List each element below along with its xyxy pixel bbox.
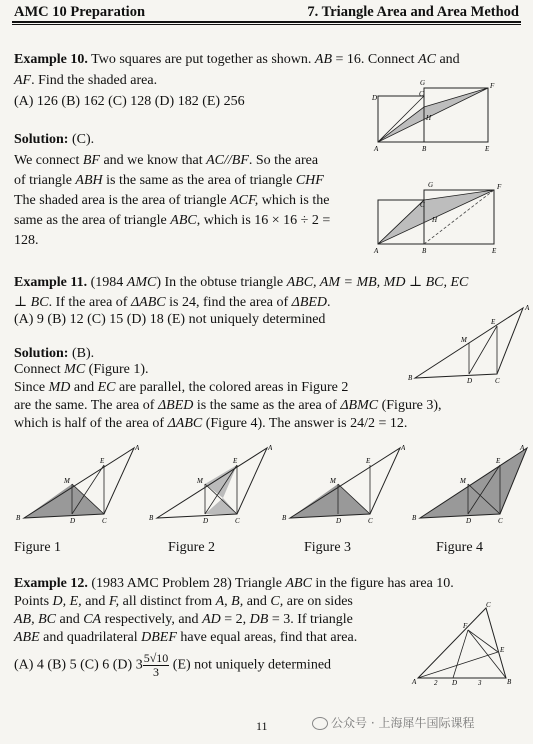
- shaded-triangle: [420, 448, 527, 518]
- ex10-figure-bottom: [368, 180, 513, 258]
- ex11-choices: (A) 9 (B) 12 (C) 15 (D) 18 (E) not uniquely determined: [14, 312, 326, 327]
- svg-text:B: B: [507, 678, 512, 686]
- svg-text:A: A: [135, 444, 139, 452]
- ex10-sol-line2: of triangle ABH is the same as the area of triangle CHF: [14, 173, 324, 188]
- label-g: G: [420, 79, 426, 87]
- svg-text:C: C: [495, 377, 500, 385]
- ex11-sol-line4: which is half of the area of ΔABC (Figure 4). The answer is 24/2 = 12.: [14, 416, 408, 431]
- ex12-line3: AB, BC and CA respectively, and AD = 2, DB = 3. If triangle: [14, 612, 353, 627]
- svg-text:D: D: [466, 517, 472, 525]
- ex11-sol-line2: Since MD and EC are parallel, the colored areas in Figure 2: [14, 380, 349, 395]
- segment-fb: [468, 630, 506, 678]
- svg-text:C: C: [368, 517, 373, 525]
- svg-text:A: A: [268, 444, 272, 452]
- svg-text:2: 2: [434, 679, 438, 687]
- svg-text:D: D: [467, 377, 473, 385]
- svg-text:G: G: [428, 181, 434, 189]
- svg-text:M: M: [197, 477, 203, 485]
- ex11-line2: ⊥ BC. If the area of ΔABC is 24, find the area of ΔBED.: [14, 295, 331, 310]
- figure-4-caption: Figure 4: [436, 540, 484, 555]
- ex10-sol-line5: 128.: [14, 233, 39, 248]
- segment-df: [453, 630, 468, 678]
- label-h: H: [426, 114, 432, 122]
- svg-text:M: M: [461, 336, 467, 344]
- ex10-sol-line4: same as the area of triangle ABC, which is 16 × 16 ÷ 2 =: [14, 213, 331, 228]
- ex11-figure: [405, 300, 530, 385]
- svg-text:D: D: [336, 517, 342, 525]
- ex11-figure-1: [14, 440, 139, 525]
- ex11-sol-line1: Connect MC (Figure 1).: [14, 362, 149, 377]
- wechat-icon: [312, 717, 328, 730]
- svg-text:M: M: [330, 477, 336, 485]
- ex12-line1: Example 12. (1983 AMC Problem 28) Triangle ABC in the figure has area 10.: [14, 576, 454, 591]
- shaded-region: [290, 484, 370, 518]
- svg-text:B: B: [16, 514, 21, 522]
- svg-text:E: E: [366, 457, 371, 465]
- svg-text:A: A: [525, 304, 530, 312]
- svg-text:3: 3: [478, 679, 482, 687]
- svg-text:C: C: [420, 201, 425, 209]
- svg-text:E: E: [496, 457, 501, 465]
- svg-text:A: A: [374, 247, 379, 255]
- ex11-line1: Example 11. (1984 AMC) In the obtuse triangle ABC, AM = MB, MD ⊥ BC, EC: [14, 275, 469, 290]
- header-rule-thin: [12, 24, 521, 25]
- ex10-choices: (A) 126 (B) 162 (C) 128 (D) 182 (E) 256: [14, 94, 245, 109]
- ex11-sol-line3: are the same. The area of ΔBED is the same as the area of ΔBMC (Figure 3),: [14, 398, 442, 413]
- ex12-choices: (A) 4 (B) 5 (C) 6 (D) 3 $\frac{5√10}{3} (E)$ not uniquely determined: [14, 651, 332, 679]
- ex10-sol-line3: The shaded area is the area of triangle ACF, which is the: [14, 193, 330, 208]
- svg-text:B: B: [282, 514, 287, 522]
- header-rule: [12, 21, 521, 23]
- svg-text:B: B: [422, 247, 427, 255]
- svg-text:E: E: [233, 457, 238, 465]
- svg-text:C: C: [102, 517, 107, 525]
- ex12-line2: Points D, E, and F, all distinct from A, B, and C, are on sides: [14, 594, 353, 609]
- ex11-figure-3: [280, 440, 405, 525]
- figure-2-caption: Figure 2: [168, 540, 216, 555]
- svg-text:A: A: [520, 444, 525, 452]
- svg-text:C: C: [235, 517, 240, 525]
- label-f: F: [490, 82, 495, 90]
- svg-text:A: A: [401, 444, 405, 452]
- svg-text:E: E: [500, 646, 505, 654]
- svg-text:C: C: [486, 602, 491, 609]
- svg-text:B: B: [408, 374, 413, 382]
- ex10-line1: Example 10. Two squares are put together as shown. AB = 16. Connect AC and: [14, 52, 460, 67]
- svg-text:H: H: [432, 216, 438, 224]
- svg-text:E: E: [492, 247, 497, 255]
- label-e: E: [485, 145, 490, 153]
- label-c: C: [419, 90, 424, 98]
- svg-text:D: D: [70, 517, 76, 525]
- svg-text:B: B: [149, 514, 154, 522]
- label-d: D: [372, 94, 378, 102]
- ex11-solution-title: Solution: (B).: [14, 346, 95, 361]
- watermark: 公众号 · 上海犀牛国际课程: [312, 714, 474, 731]
- header-left: AMC 10 Preparation: [14, 4, 146, 20]
- svg-text:D: D: [452, 679, 458, 687]
- svg-text:M: M: [64, 477, 70, 485]
- ex10-figure-top: [368, 76, 498, 154]
- label-a: A: [374, 145, 379, 153]
- svg-text:E: E: [491, 318, 496, 326]
- ex10-solution-title: Solution: (C).: [14, 132, 95, 147]
- label-b: B: [422, 145, 427, 153]
- shaded-region: [24, 484, 104, 518]
- triangle-abc: [418, 608, 506, 678]
- figure-3-caption: Figure 3: [304, 540, 352, 555]
- svg-text:F: F: [497, 183, 502, 191]
- ex10-sol-line1: We connect BF and we know that AC//BF. So the area: [14, 153, 319, 168]
- ex12-figure: [410, 602, 520, 687]
- svg-text:M: M: [460, 477, 466, 485]
- ex11-figure-4: [410, 440, 532, 525]
- ex10-line2: AF. Find the shaded area.: [14, 73, 158, 88]
- svg-text:D: D: [203, 517, 209, 525]
- svg-text:A: A: [412, 678, 417, 686]
- svg-text:B: B: [412, 514, 417, 522]
- page-number: 11: [256, 719, 268, 733]
- ex12-line4: ABE and quadrilateral DBEF have equal areas, find that area.: [14, 630, 358, 645]
- ex11-figure-2: [147, 440, 272, 525]
- svg-text:F: F: [463, 622, 468, 630]
- svg-text:E: E: [100, 457, 105, 465]
- figure-1-caption: Figure 1: [14, 540, 62, 555]
- fraction: $\frac{5√10}{3}$: [143, 651, 169, 679]
- svg-text:C: C: [498, 517, 503, 525]
- header-right: 7. Triangle Area and Area Method: [307, 4, 519, 20]
